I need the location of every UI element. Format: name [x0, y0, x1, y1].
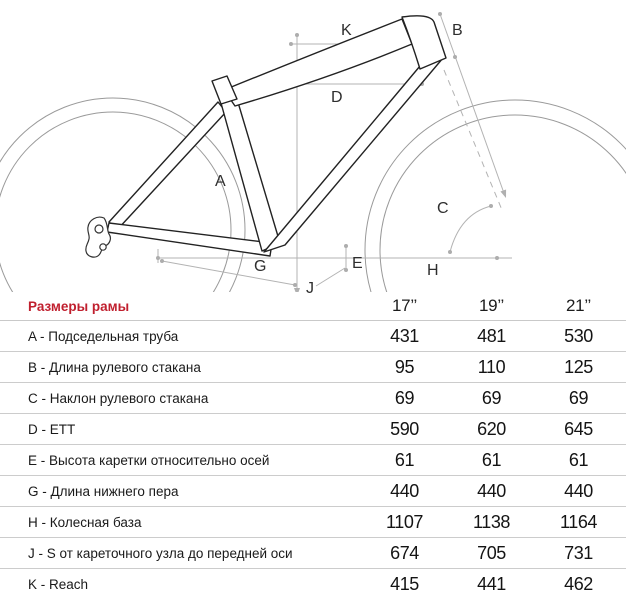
row-value: 462 [564, 573, 593, 594]
row-label: D - ETT [28, 421, 76, 437]
dim-label-J: J [306, 280, 314, 297]
front-wheel-inner-arc [380, 115, 626, 292]
row-value: 705 [477, 542, 506, 563]
size-column-headers [361, 296, 622, 316]
chainstay-dim-line-G [162, 258, 295, 285]
row-label: E - Высота каретки относительно осей [28, 452, 270, 468]
table-row [0, 352, 626, 383]
row-value: 1164 [559, 511, 598, 532]
row-value: 440 [390, 480, 419, 501]
front-wheel-outer-arc [365, 100, 626, 292]
row-value: 645 [564, 418, 593, 439]
row-value: 69 [394, 387, 415, 408]
table-row [0, 383, 626, 414]
row-value: 69 [481, 387, 502, 408]
dim-label-H: H [427, 262, 439, 279]
dim-label-B: B [452, 22, 463, 39]
j-connector-line [316, 268, 345, 286]
row-value: 61 [394, 449, 415, 470]
table-row [0, 507, 626, 538]
size-column-header: 21’’ [566, 296, 591, 315]
table-row [0, 445, 626, 476]
row-label: K - Reach [28, 576, 89, 592]
table-header-row [0, 292, 626, 321]
row-value: 481 [477, 325, 506, 346]
row-label: B - Длина рулевого стакана [28, 359, 201, 375]
row-value: 61 [481, 449, 502, 470]
dim-label-C: C [437, 200, 449, 217]
steering-axis-line [440, 14, 505, 196]
row-value: 95 [394, 356, 415, 377]
row-value: 620 [477, 418, 506, 439]
row-value: 1138 [472, 511, 511, 532]
rear-derailleur [86, 217, 111, 257]
dim-label-K: K [341, 22, 352, 39]
row-value: 530 [564, 325, 593, 346]
geometry-table [0, 292, 626, 599]
row-value: 441 [477, 573, 506, 594]
frame-diagram [0, 0, 626, 297]
row-value: 110 [477, 356, 506, 377]
head-angle-arc-C [450, 206, 491, 252]
row-label: G - Длина нижнего пера [28, 483, 179, 499]
row-value: 731 [564, 542, 593, 563]
seat-stay-tube [109, 102, 226, 230]
axis-arrow [500, 189, 508, 199]
row-value: 415 [390, 573, 419, 594]
row-value: 440 [564, 480, 593, 501]
dim-label-E: E [352, 255, 363, 272]
top-tube [224, 19, 412, 106]
row-value: 440 [477, 480, 506, 501]
row-label: A - Подседельная труба [28, 328, 179, 344]
derailleur-body [86, 217, 111, 257]
row-label: J - S от кареточного узла до передней оси [28, 545, 293, 561]
row-value: 1107 [385, 511, 424, 532]
bike-frame-drawing-svg [0, 0, 626, 292]
size-column-header: 17’’ [392, 296, 417, 315]
table-row [0, 476, 626, 507]
row-value: 125 [564, 356, 593, 377]
dim-label-D: D [331, 89, 343, 106]
table-row [0, 414, 626, 445]
chain-stay-tube [107, 223, 272, 256]
row-value: 590 [390, 418, 419, 439]
table-row [0, 321, 626, 352]
dim-label-G: G [254, 258, 267, 275]
table-row [0, 538, 626, 569]
row-value: 61 [568, 449, 589, 470]
derailleur-lower-pulley [100, 244, 106, 250]
bike-frame [107, 16, 446, 256]
table-title: Размеры рамы [28, 298, 130, 314]
fork-axis-dashed-line [444, 70, 502, 210]
dim-label-A: A [215, 173, 226, 190]
table-body [0, 321, 626, 599]
seat-post-clamp [212, 76, 237, 104]
row-value: 69 [568, 387, 589, 408]
dimension-arrows [294, 189, 509, 292]
row-value: 431 [390, 325, 419, 346]
row-label: C - Наклон рулевого стакана [28, 390, 209, 406]
derailleur-upper-pulley [95, 225, 103, 233]
row-value: 674 [390, 542, 419, 563]
row-label: H - Колесная база [28, 514, 142, 530]
size-column-header: 19’’ [479, 296, 504, 315]
seat-tube [221, 99, 280, 251]
table-row [0, 569, 626, 599]
